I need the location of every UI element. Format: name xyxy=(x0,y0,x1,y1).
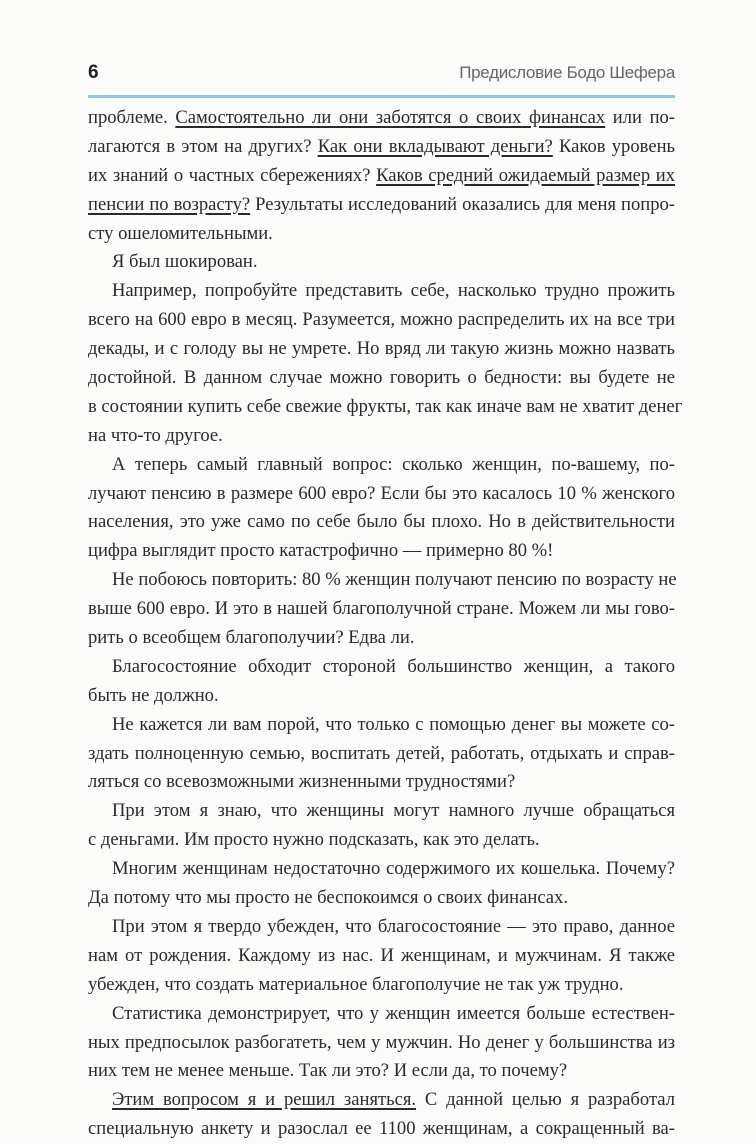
text-line xyxy=(88,624,675,653)
text-segment: Результаты исследований оказались для меня попро- xyxy=(250,193,675,215)
text-line xyxy=(88,364,675,393)
text-line xyxy=(88,162,675,191)
text-segment: убежден, что создать материальное благополучие не так уж трудно. xyxy=(88,973,624,995)
text-line xyxy=(88,480,675,509)
underlined-phrase: Как они вкладывают деньги? xyxy=(317,135,553,157)
text-segment: населения, это уже само по себе было бы плохо. Но в действительности xyxy=(88,511,675,533)
text-segment: быть не должно. xyxy=(88,684,219,706)
text-line xyxy=(88,451,675,480)
underlined-phrase: Каков средний ожидаемый размер их xyxy=(376,164,675,186)
text-line xyxy=(88,711,675,740)
text-segment: Я был шокирован. xyxy=(112,251,258,273)
text-line xyxy=(88,306,675,335)
text-segment: всего на 600 евро в месяц. Разумеется, можно распределить их на все три xyxy=(88,309,675,331)
text-segment: рить о всеобщем благополучии? Едва ли. xyxy=(88,627,415,649)
text-line xyxy=(88,566,675,595)
text-segment: Благосостояние обходит стороной большинство женщин, а такого xyxy=(112,655,675,677)
text-segment: Статистика демонстрирует, что у женщин имеется больше естествен- xyxy=(112,1002,675,1024)
text-segment: При этом я твердо убежден, что благосостояние — это право, данное xyxy=(112,915,675,937)
text-segment: лагаются в этом на других? xyxy=(88,135,318,157)
text-segment: нам от рождения. Каждому из нас. И женщинам, и мужчинам. Я также xyxy=(88,944,675,966)
text-segment: лучают пенсию в размере 600 евро? Если бы это касалось 10 % женского xyxy=(88,482,675,504)
text-line xyxy=(88,1115,675,1144)
text-segment: них тем не менее меньше. Так ли это? И если да, то почему? xyxy=(88,1060,568,1082)
text-line xyxy=(88,220,675,249)
text-line xyxy=(88,595,675,624)
text-line xyxy=(88,104,675,133)
text-line xyxy=(88,1086,675,1115)
text-segment: цифра выглядит просто катастрофично — примерно 80 %! xyxy=(88,540,554,562)
text-segment: Например, попробуйте представить себе, насколько трудно прожить xyxy=(112,280,675,302)
text-segment: выше 600 евро. И это в нашей благополучной стране. Можем ли мы гово- xyxy=(88,598,675,620)
text-line xyxy=(88,1057,675,1086)
text-segment: ляться со всевозможными жизненными трудностями? xyxy=(88,771,516,793)
text-line xyxy=(88,826,675,855)
text-segment: или по- xyxy=(605,107,676,128)
text-line xyxy=(88,191,675,220)
text-segment: с деньгами. Им просто нужно подсказать, как это делать. xyxy=(88,829,540,851)
text-line xyxy=(88,971,675,1000)
text-line xyxy=(88,653,675,682)
text-line xyxy=(88,1000,675,1029)
text-line xyxy=(88,740,675,769)
text-segment: ных предпосылок разбогатеть, чем у мужчин. Но денег у большинства из xyxy=(88,1031,675,1053)
text-line xyxy=(88,768,675,797)
text-segment: на что-то другое. xyxy=(88,424,223,446)
text-line xyxy=(88,682,675,711)
text-segment: Не побоюсь повторить: 80 % женщин получают пенсию по возрасту не xyxy=(112,569,677,591)
text-segment: специальную анкету и разослал ее 1100 женщинам, а сокращенный ва- xyxy=(88,1118,675,1140)
text-line xyxy=(88,133,675,162)
text-line xyxy=(88,422,675,451)
underlined-phrase: пенсии по возрасту? xyxy=(88,193,251,215)
text-line xyxy=(88,855,675,884)
text-line xyxy=(88,942,675,971)
text-segment: Каков уровень xyxy=(552,135,675,157)
text-segment: в состоянии купить себе свежие фрукты, так как иначе вам не хватит денег xyxy=(88,395,683,417)
page-number: 6 xyxy=(88,62,99,83)
text-segment: При этом я знаю, что женщины могут намного лучше обращаться xyxy=(112,800,675,822)
text-segment: С данной целью я разработал xyxy=(416,1089,675,1111)
text-segment: достойной. В данном случае можно говорить о бедности: вы будете не xyxy=(88,367,675,389)
text-line xyxy=(88,797,675,826)
body-text xyxy=(88,104,683,1144)
running-header: Предисловие Бодо Шефера xyxy=(459,63,675,82)
text-segment: Многим женщинам недостаточно содержимого их кошелька. Почему? xyxy=(112,858,675,880)
text-segment: проблеме. xyxy=(88,107,176,128)
text-line xyxy=(88,508,675,537)
text-segment: их знаний о частных сбережениях? xyxy=(88,164,377,186)
text-segment: Да потому что мы просто не беспокоимся о своих финансах. xyxy=(88,887,569,909)
text-line xyxy=(88,393,683,422)
text-segment: здать полноценную семью, воспитать детей, работать, отдыхать и справ- xyxy=(88,742,675,764)
text-segment: декады, и с голоду вы не умрете. Но вряд ли такую жизнь можно назвать xyxy=(88,338,675,360)
text-line xyxy=(88,913,675,942)
text-segment: А теперь самый главный вопрос: сколько женщин, по-вашему, по- xyxy=(112,453,675,475)
text-segment: сту ошеломительными. xyxy=(88,222,273,244)
underlined-phrase: Самостоятельно ли они заботятся о своих финансах xyxy=(175,107,606,128)
text-line xyxy=(88,248,675,277)
text-line xyxy=(88,277,675,306)
text-line xyxy=(88,884,675,913)
text-line xyxy=(88,335,675,364)
text-segment: Не кажется ли вам порой, что только с помощью денег вы можете со- xyxy=(112,713,675,735)
text-line xyxy=(88,1029,675,1058)
underlined-phrase: Этим вопросом я и решил заняться. xyxy=(112,1089,417,1111)
text-line xyxy=(88,537,675,566)
header-rule xyxy=(88,95,675,98)
